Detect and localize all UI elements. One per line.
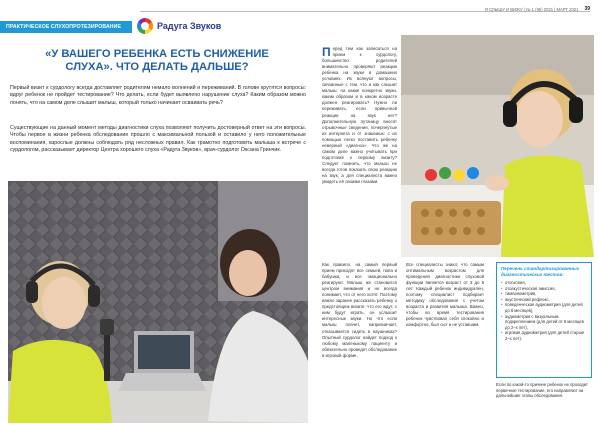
sidebar-footer: Если по какой-то причине ребенок не проходит первичное тестирование, его направляют на дальнейшие этапы обследования.	[496, 382, 588, 399]
play-audiometry-illustration	[401, 35, 594, 257]
brand-logo	[137, 16, 221, 36]
section-rubric: ПРАКТИЧЕСКОЕ СЛУХОПРОТЕЗИРОВАНИЕ	[0, 21, 132, 33]
article-intro: Существующие на данный момент методы диагностики слуха позволяют получить достоверный ответ на эти вопросы. Чтобы первое в жизни ребенка обследование прошло с максимальной пользой и оставило у него положительные воспоминания, взрослые должны соблюдать ряд несложных правил. Как грамотно подготовить малыша к встрече с сурдологом, рассказывает директор Центра хорошего слуха «Радуга Звуков», врач-сурдолог Оксана Гринчик.	[10, 125, 306, 153]
column-2: Как правило, на самый первый прием приходят все семьей, папа и бабушка, и все эмоционально реагируют. Малыш же становится центром внимания и не всегда понимает, что от него хотят. Поэтому важно заранее рассказать ребенку о предстоящем визите: что его ждут, с ним будут играть, он услышит интересные звуки. Но что если малыш плачет, капризничает, отказывается сидеть в наушниках? Опытный сурдолог найдет подход к любому маленькому пациенту и обязательно проведет обследование в игровой форме.	[322, 262, 398, 358]
list-item: • отоакустическая эмиссия,	[501, 286, 587, 292]
column-1-text	[322, 46, 397, 185]
dropcap: П	[322, 45, 331, 59]
photo-hearing-test-booth	[8, 181, 308, 423]
list-item: • отоскопия,	[501, 280, 587, 286]
booth-illustration	[8, 181, 308, 423]
article-lead: Первый визит к сурдологу всегда доставляет родителям немало волнений и переживаний. В голове крутятся вопросы: вдруг ребенок не пройдет тестирование? Что делать, если будет выявлено нарушение слуха? Каким образом можно понять, что на самом деле слышит малыш, который только начинает осваивать речь?	[10, 85, 306, 106]
test-list-box	[496, 262, 592, 378]
logo-text: Радуга Звуков	[157, 21, 222, 31]
running-head	[485, 6, 590, 12]
photo-play-audiometry	[401, 35, 594, 257]
issue-info: Я СЛЫШУ И ВИЖУ | № 1 (95) 2021 | МАРТ 2021	[484, 6, 579, 12]
list-item: • акустический рефлекс,	[501, 297, 587, 303]
column-1-body: еред тем как записаться на прием к сурдологу, большинство родителей внимательно проверяют реакции ребенка на звуки в домашних условиях. Их волнуют вопросы, связанные с тем, что и как слышит малыш: на какие конкретно звуки, каким образом и в каком возрасте должен реагировать? Нужно ли переживать, если привычной реакции на звук нет? Дополнительную путаницу вносят отрывочные сведения, почерпнутые из интернета и от знакомых: с их помощью легко поставить ребенку неверный «диагноз». Что же на самом деле важно учитывать при подготовке к первому визиту? Следует помнить, что малыш не всегда готов показать свою реакцию на звук, а для специалиста важно увидеть её своими глазами.	[322, 46, 397, 185]
list-item: • игровая аудиометрия (для детей старше 2–х лет).	[501, 330, 587, 341]
list-item: • аудиометрия с визуальным подкреплением (для детей от 6 месяцев до 2–х лет),	[501, 314, 587, 331]
test-list-title: Перечень стандартизированных диагностических тестов:	[501, 266, 580, 277]
test-list	[501, 280, 587, 342]
rainbow-logo-icon	[137, 18, 153, 34]
page-number: 39	[584, 6, 590, 12]
column-3: Все специалисты знают, что самым оптимальным возрастом для проведения диагностики слуховой функции является возраст от 3 до 5 лет. Каждый ребенок индивидуален, поэтому специалист подбирает методику обследования с учетом возраста и развития малыша. Важно, чтобы во время тестирования ребенок чувствовал себя спокойно и комфортно, был сыт и не уставшим.	[406, 262, 484, 328]
article-title: «У ВАШЕГО РЕБЕНКА ЕСТЬ СНИЖЕНИЕ СЛУХА». ЧТО ДЕЛАТЬ ДАЛЬШЕ?	[45, 48, 269, 74]
column-1	[322, 46, 397, 187]
list-item: • поведенческая аудиометрия (для детей до 6 месяцев),	[501, 302, 587, 313]
list-item: • тимпанометрия,	[501, 291, 587, 297]
